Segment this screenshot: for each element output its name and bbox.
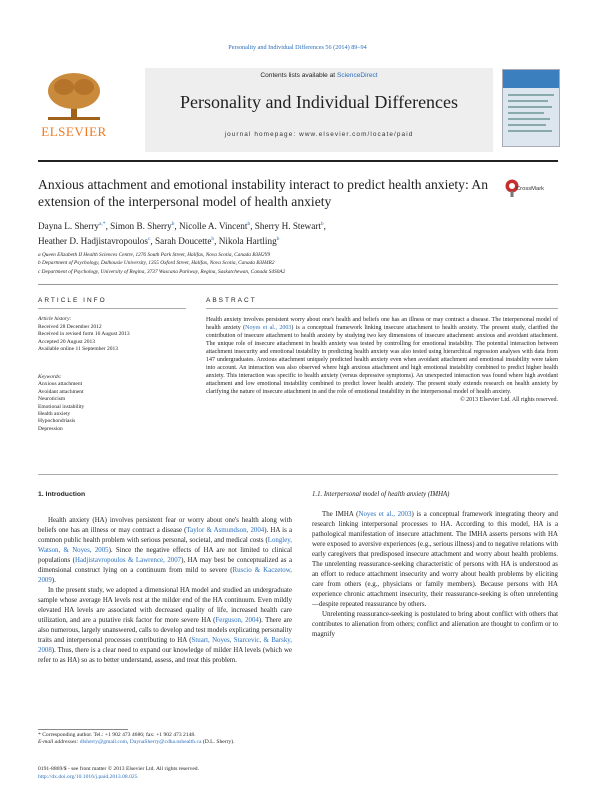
history-online: Available online 11 September 2013 (38, 346, 119, 353)
abstract-bottom-rule (38, 474, 558, 475)
author-name: Nikola Hartling (218, 236, 277, 247)
doi-link[interactable]: http://dx.doi.org/10.1016/j.paid.2013.08.025 (38, 773, 138, 780)
crossmark-label: CrossMark (516, 186, 545, 192)
author-list: Dayna L. Sherry$^{a,*}$, Simon B. Sherry$^b$, Nicolle A. Vincent$^b$, Sherry H. Stewart$^b$, Heather D. Hadjistavropoulos$^c$, Sarah Doucette$^b$, Nikola Hartling$^b$ (38, 221, 326, 247)
affiliation-a: a Queen Elizabeth II Health Sciences Centre, 1276 South Park Street, Halifax, Nova Scotia, Canada B3H2Y9 (38, 252, 271, 258)
journal-title: Personality and Individual Differences (179, 92, 459, 112)
citation-link[interactable]: Longley, Watson, & Noyes, 2005 (38, 537, 292, 554)
issn-line: 0191-8869/$ - see front matter © 2013 Elsevier Ltd. All rights reserved. (38, 766, 199, 772)
affiliation-b: b Department of Psychology, Dalhousie University, 1355 Oxford Street, Halifax, Nova Scotia, Canada B3H4R2 (38, 260, 275, 267)
article-info-rule (38, 308, 186, 309)
intro-heading: 1. Introduction (38, 491, 86, 498)
author-affiliation-marker[interactable]: b (171, 221, 175, 227)
elsevier-wordmark: ELSEVIER (41, 124, 107, 139)
keyword: Emotional instability (38, 403, 85, 410)
citation-link[interactable]: Hadjistavropoulos & Lawrence, 2007 (74, 557, 182, 564)
abstract-heading: ABSTRACT (206, 297, 257, 304)
journal-homepage: journal homepage: www.elsevier.com/locate/paid (224, 131, 414, 138)
corresponding-author-footnote: * Corresponding author. Tel.: +1 902 473 4686; fax: +1 902 473 2148. E-mail addresses: dlsherry@gmail.com, DaynaSherry@cdha.nshealth.ca (D.L. Sherry). (38, 732, 235, 746)
abstract-rule (206, 308, 558, 309)
citation-link[interactable]: Taylor & Asmundson, 2004 (186, 527, 265, 534)
citation-link[interactable]: Stuart, Noyes, Starcevic, & Barsky, 2008 (38, 637, 292, 654)
email-link[interactable]: dlsherry@gmail.com (79, 739, 127, 746)
journal-cover-thumbnail (502, 69, 560, 147)
footnote-rule (38, 729, 128, 730)
citation-link[interactable]: Noyes et al., 2003 (358, 511, 412, 518)
homepage-link[interactable]: www.elsevier.com/locate/paid (299, 131, 414, 138)
author-affiliation-marker[interactable]: b (276, 236, 280, 243)
citation-link[interactable]: Ferguson, 2004 (215, 617, 259, 624)
history-label: Article history: (38, 316, 72, 322)
keywords (38, 374, 188, 433)
author-name: Dayna L. Sherry (38, 221, 99, 232)
paragraph: Unrelenting reassurance-seeking is postulated to bring about conflict with others that contributes to alienation from others; conflict and alienation are thought to confirm or to magnify (312, 611, 558, 638)
body-right-column (312, 490, 558, 640)
front-matter-info (38, 766, 292, 781)
citation-link[interactable]: Ruscio & Kaczetow, 2009 (38, 567, 292, 584)
paragraph: In the present study, we adopted a dimensional HA model and studied an undergraduate sample whose average HA levels rest at the milder end of the HA continuum. Even mildly elevated HA levels are associated with decreased quality of life, increased health care utilization, and are a putative risk factor for more severe HA (Ferguson, 2004). There are also numerous, largely unanswered, calls to develop and test models explicating personality traits and interpersonal processes contributing to HA (Stuart, Noyes, Starcevic, & Barsky, 2008). Thus, there is a clear need to expand our knowledge of milder HA levels (which we refer to as HA) so as to better understand, assess, and treat this problem. (38, 587, 292, 664)
keyword: Avoidant attachment (38, 388, 84, 395)
keyword: Anxious attachment (38, 381, 83, 388)
header-divider (38, 160, 558, 162)
subsection-heading: 1.1. Interpersonal model of health anxiety (IMHA) (312, 491, 450, 498)
affiliation-c: c Department of Psychology, University of Regina, 3737 Wascana Parkway, Regina, Saskatchewan, Canada S4S0A2 (38, 268, 286, 275)
abstract-text: Health anxiety involves persistent worry about one's health and beliefs one has an illness or may contract a disease. The interpersonal model of health anxiety (Noyes et al., 2003) is a conceptual framework linking insecure attachment to health anxiety. The present study, clarified the contribution of insecure attachment to health anxiety by studying two key dimensions of insecure attachment: anxious and avoidant attachment. The unique role of insecure attachment in health anxiety was tested by controlling for emotional instability. The potential interaction between attachment insecurity and emotional instability in predicting health anxiety was also tested using hierarchical regression analyses with data from 147 undergraduates. Anxious attachment uniquely predicted health anxiety even when avoidant attachment and emotional instability were taken into account. An interaction was also observed where high anxious attachment and high emotional instability combined to predict higher health anxiety. This interaction was specific to health anxiety (versus depressive symptoms). An unexpected interaction was found where high avoidant attachment and low emotional instability combined to predict lower health anxiety. The present study extends research on health anxiety by clarifying the nature of insecure attachment in and the role of emotional instability in the interpersonal model of health anxiety. © 2013 Elsevier Ltd. All rights reserved. (206, 317, 558, 403)
author-name: Heather D. Hadjistavropoulos (38, 236, 148, 247)
citation-link[interactable]: Noyes et al., 2003 (245, 325, 292, 331)
history-received: Received 28 December 2012 (38, 323, 102, 330)
author-name: Simon B. Sherry (110, 221, 172, 232)
history-revised: Received in revised form 16 August 2013 (38, 331, 130, 338)
keyword: Neuroticism (38, 396, 66, 403)
paragraph: Health anxiety (HA) involves persistent fear or worry about one's health along with beliefs one has an illness or may contract a disease (Taylor & Asmundson, 2004). HA is a common public health problem with serious personal, societal, and medical costs (Longley, Watson, & Noyes, 2005). Since the negative effects of HA are not limited to clinical populations (Hadjistavropoulos & Lawrence, 2007), HA may best be conceptualized as a dimensional construct lying on a continuum from mild to severe (Ruscio & Kaczetow, 2009). (38, 517, 292, 584)
author-affiliation-marker[interactable]: a,* (98, 221, 106, 227)
paragraph: The IMHA (Noyes et al., 2003) is a conceptual framework integrating theory and research linking interpersonal processes to HA. According to this model, HA is a pathological manifestation of insecure attachment. The IMHA asserts persons with HA were exposed to aversive experiences (e.g., serious illness) and to negative relations with early caregivers that predisposed insecure attachment and worry about health problems. The unrelenting reassurance-seeking characteristic of persons with HA is understood as an effort to reduce attachment insecurity and worry about health problems by eliciting care from others (e.g., physicians or family members). Because persons with HA experience chronic attachment insecurity, their reassurance-seeking is often unrelenting—despite repeated reassurance by others. (312, 511, 558, 608)
keyword: Hypochondriasis (38, 418, 76, 425)
article-info-heading: ARTICLE INFO (38, 297, 107, 304)
journal-reference[interactable]: Personality and Individual Differences 56 (2014) 89–94 (228, 44, 367, 51)
author-name: Sherry H. Stewart (254, 221, 321, 232)
article-history (38, 316, 188, 354)
author-name: Nicolle A. Vincent (179, 221, 248, 232)
sciencedirect-link[interactable]: ScienceDirect (336, 72, 378, 79)
keywords-label: Keywords: (38, 374, 62, 380)
contents-line: Contents lists available at ScienceDirect (260, 72, 378, 79)
history-accepted: Accepted 20 August 2013 (38, 338, 95, 345)
keyword: Depression (38, 425, 63, 432)
author-affiliation-marker[interactable]: b (247, 221, 251, 227)
email-link[interactable]: DaynaSherry@cdha.nshealth.ca (129, 739, 202, 746)
article-title: Anxious attachment and emotional instability interact to predict health anxiety: An extension of the interpersonal model of health anxiety (38, 177, 488, 209)
author-affiliation-marker[interactable]: c (147, 236, 151, 243)
copyright: © 2013 Elsevier Ltd. All rights reserved. (460, 397, 558, 403)
author-affiliation-marker[interactable]: b (320, 221, 324, 227)
affiliations (38, 251, 558, 276)
author-name: Sarah Doucette (155, 236, 212, 247)
affiliation-divider (38, 284, 558, 285)
author-affiliation-marker[interactable]: b (211, 236, 215, 243)
keyword: Health anxiety (38, 411, 71, 418)
body-left-column (38, 490, 292, 666)
